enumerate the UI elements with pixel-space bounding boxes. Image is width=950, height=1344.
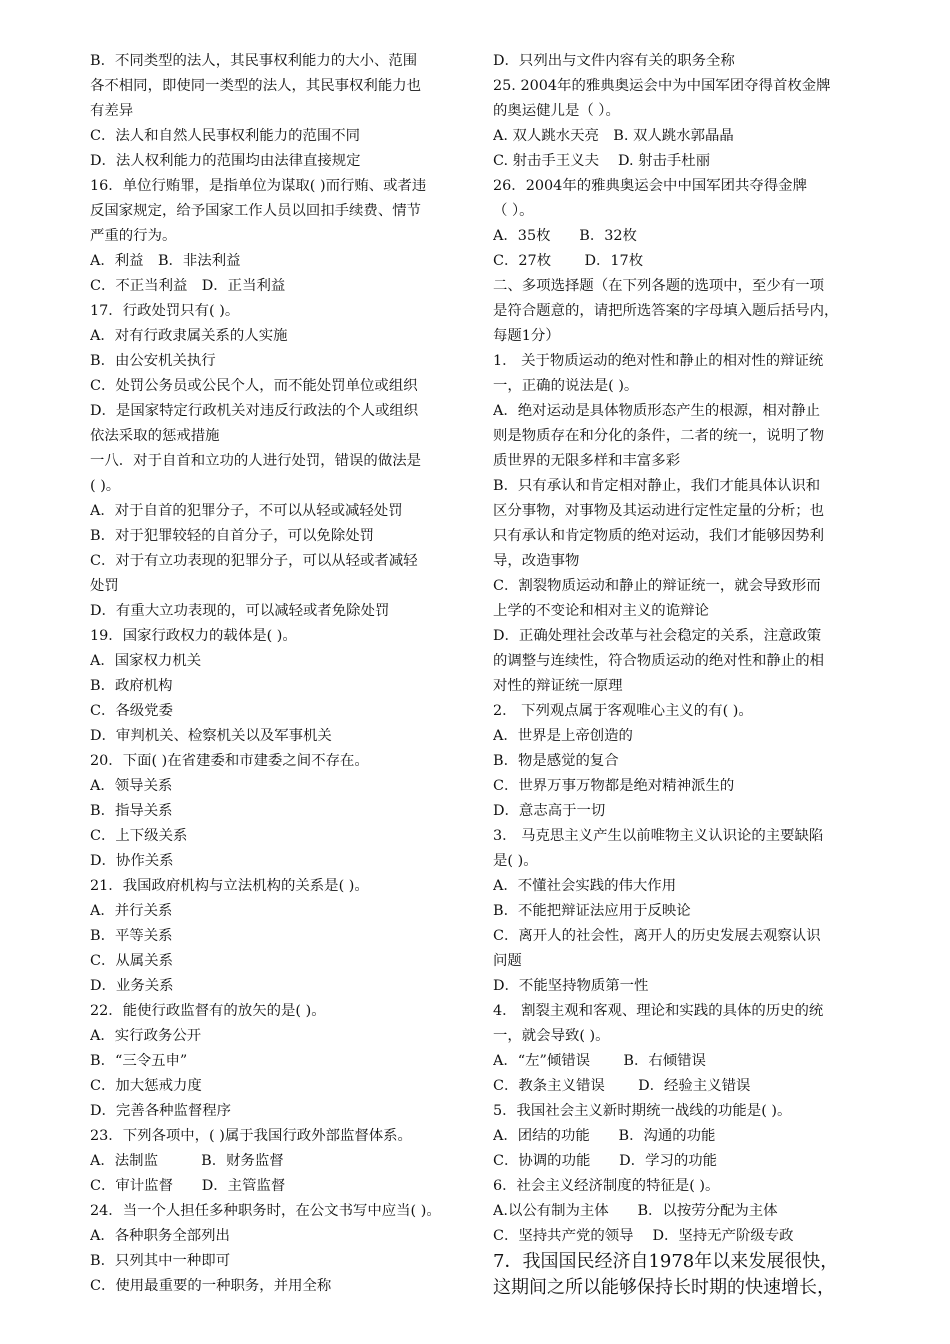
text-line: A．对于自首的犯罪分子，不可以从轻或减轻处罚 <box>90 503 403 519</box>
text-line: 对性的辩证统一原理 <box>493 678 623 694</box>
text-line: ( )。 <box>90 478 121 494</box>
text-line: C．使用最重要的一种职务，并用全称 <box>90 1278 332 1294</box>
text-line: B．政府机构 <box>90 678 173 694</box>
text-line: D．意志高于一切 <box>493 803 606 819</box>
text-line: 2． 下列观点属于客观唯心主义的有( )。 <box>493 703 753 719</box>
text-line: C．上下级关系 <box>90 828 188 844</box>
text-line: C. 射击手王义夫 D. 射击手杜丽 <box>493 153 711 169</box>
text-line: 一，正确的说法是( )。 <box>493 378 639 394</box>
text-line: D．法人权利能力的范围均由法律直接规定 <box>90 153 361 169</box>
text-line: 是符合题意的，请把所选答案的字母填入题后括号内， <box>493 303 839 319</box>
text-line: 23．下列各项中，( )属于我国行政外部监督体系。 <box>90 1128 412 1144</box>
text-line: 22．能使行政监督有的放矢的是( )。 <box>90 1003 326 1019</box>
text-line: C．离开人的社会性，离开人的历史发展去观察认识 <box>493 928 821 944</box>
text-line: 25. 2004年的雅典奥运会中为中国军团夺得首枚金牌 <box>493 78 831 94</box>
text-line: C．割裂物质运动和静止的辩证统一，就会导致形而 <box>493 578 821 594</box>
text-line: 则是物质存在和分化的条件，二者的统一，说明了物 <box>493 428 824 444</box>
text-line: 处罚 <box>90 578 119 594</box>
text-line: 3． 马克思主义产生以前唯物主义认识论的主要缺陷 <box>493 828 824 844</box>
text-line: B．不能把辩证法应用于反映论 <box>493 903 691 919</box>
text-line: 质世界的无限多样和丰富多彩 <box>493 453 681 469</box>
text-line: 一八．对于自首和立功的人进行处罚，错误的做法是 <box>90 453 421 469</box>
right-column <box>493 49 871 1301</box>
text-line: 二、多项选择题（在下列各题的选项中，至少有一项 <box>493 278 824 294</box>
text-line: C．不正当利益 D．正当利益 <box>90 278 286 294</box>
text-line: 一，就会导致( )。 <box>493 1028 610 1044</box>
text-line: B．不同类型的法人，其民事权利能力的大小、范围 <box>90 53 418 69</box>
text-line: D．协作关系 <box>90 853 174 869</box>
text-line: A．“左”倾错误 B．右倾错误 <box>493 1053 706 1069</box>
text-line: A．35枚 B．32枚 <box>493 228 637 244</box>
text-line: 这期间之所以能够保持长时期的快速增长， <box>493 1277 835 1298</box>
text-line: 17．行政处罚只有( )。 <box>90 303 240 319</box>
text-line: 16．单位行贿罪，是指单位为谋取( )而行贿、或者违 <box>90 178 427 194</box>
text-line: A. 双人跳水天亮 B. 双人跳水郭晶晶 <box>493 128 734 144</box>
text-line: A．领导关系 <box>90 778 173 794</box>
text-line: B．物是感觉的复合 <box>493 753 619 769</box>
text-line: B．只列其中一种即可 <box>90 1253 231 1269</box>
text-line: 26．2004年的雅典奥运会中中国军团共夺得金牌 <box>493 178 807 194</box>
text-line: B．由公安机关执行 <box>90 353 216 369</box>
text-line: C．加大惩戒力度 <box>90 1078 202 1094</box>
text-line: A．并行关系 <box>90 903 173 919</box>
text-line: D．正确处理社会改革与社会稳定的关系，注意政策 <box>493 628 822 644</box>
text-line: A．团结的功能 B．沟通的功能 <box>493 1128 716 1144</box>
text-line: D．是国家特定行政机关对违反行政法的个人或组织 <box>90 403 419 419</box>
text-line: B．只有承认和肯定相对静止，我们才能具体认识和 <box>493 478 821 494</box>
right-column-body <box>493 49 871 1249</box>
text-line: A．利益 B．非法利益 <box>90 253 241 269</box>
text-line: 问题 <box>493 953 522 969</box>
text-line: 20．下面( )在省建委和市建委之间不存在。 <box>90 753 369 769</box>
text-line: 7．我国国民经济自1978年以来发展很快， <box>493 1251 839 1272</box>
text-line: 的奥运健儿是（ ）。 <box>493 103 620 119</box>
text-line: 24．当一个人担任多种职务时，在公文书写中应当( )。 <box>90 1203 441 1219</box>
text-line: 的调整与连续性，符合物质运动的绝对性和静止的相 <box>493 653 824 669</box>
left-column <box>90 49 468 1299</box>
text-line: D．业务关系 <box>90 978 174 994</box>
text-line: 4． 割裂主观和客观、理论和实践的具体的历史的统 <box>493 1003 824 1019</box>
text-line: 是( )。 <box>493 853 538 869</box>
text-line: C．坚持共产党的领导 D．坚持无产阶级专政 <box>493 1228 794 1244</box>
text-line: 1． 关于物质运动的绝对性和静止的相对性的辩证统 <box>493 353 824 369</box>
text-line: 5．我国社会主义新时期统一战线的功能是( )。 <box>493 1103 792 1119</box>
text-line: D．不能坚持物质第一性 <box>493 978 649 994</box>
text-line: 上学的不变论和相对主义的诡辩论 <box>493 603 709 619</box>
text-line: C．从属关系 <box>90 953 173 969</box>
text-line: B．平等关系 <box>90 928 173 944</box>
text-line: C．世界万事万物都是绝对精神派生的 <box>493 778 735 794</box>
text-line: D．完善各种监督程序 <box>90 1103 232 1119</box>
text-line: B．指导关系 <box>90 803 173 819</box>
text-line: 反国家规定，给予国家工作人员以回扣手续费、情节 <box>90 203 421 219</box>
text-line: 区分事物，对事物及其运动进行定性定量的分析；也 <box>493 503 824 519</box>
text-line: A．不懂社会实践的伟大作用 <box>493 878 677 894</box>
text-line: A．绝对运动是具体物质形态产生的根源，相对静止 <box>493 403 820 419</box>
text-line: C．处罚公务员或公民个人，而不能处罚单位或组织 <box>90 378 418 394</box>
text-line: B．对于犯罪较轻的自首分子，可以免除处罚 <box>90 528 374 544</box>
text-line: 依法采取的惩戒措施 <box>90 428 220 444</box>
text-line: A．对有行政隶属关系的人实施 <box>90 328 288 344</box>
text-line: D．只列出与文件内容有关的职务全称 <box>493 53 735 69</box>
text-line: 只有承认和肯定物质的绝对运动，我们才能够因势利 <box>493 528 824 544</box>
text-line: 有差异 <box>90 103 134 119</box>
text-line: 各不相同，即使同一类型的法人，其民事权利能力也 <box>90 78 421 94</box>
right-column-tail <box>493 1249 871 1301</box>
text-line: A．各种职务全部列出 <box>90 1228 230 1244</box>
text-line: A．国家权力机关 <box>90 653 202 669</box>
text-line: A．世界是上帝创造的 <box>493 728 633 744</box>
text-line: B．“三令五申” <box>90 1053 188 1069</box>
text-line: C．法人和自然人民事权利能力的范围不同 <box>90 128 361 144</box>
text-line: C．27枚 D．17枚 <box>493 253 644 269</box>
text-line: 严重的行为。 <box>90 228 177 244</box>
text-line: 19．国家行政权力的载体是( )。 <box>90 628 297 644</box>
text-line: 导，改造事物 <box>493 553 580 569</box>
text-line: C．审计监督 D．主管监督 <box>90 1178 286 1194</box>
text-line: A．实行政务公开 <box>90 1028 202 1044</box>
text-line: 21．我国政府机构与立法机构的关系是( )。 <box>90 878 369 894</box>
text-line: A．法制监 B．财务监督 <box>90 1153 284 1169</box>
text-line: C．对于有立功表现的犯罪分子，可以从轻或者减轻 <box>90 553 418 569</box>
text-line: C．协调的功能 D．学习的功能 <box>493 1153 718 1169</box>
text-line: 每题1分） <box>493 328 560 344</box>
text-line: 6．社会主义经济制度的特征是( )。 <box>493 1178 720 1194</box>
text-line: D．有重大立功表现的，可以减轻或者免除处罚 <box>90 603 390 619</box>
text-line: C．各级党委 <box>90 703 173 719</box>
text-line: A.以公有制为主体 B．以按劳分配为主体 <box>493 1203 778 1219</box>
text-line: D．审判机关、检察机关以及军事机关 <box>90 728 332 744</box>
text-line: （ ）。 <box>493 203 534 219</box>
text-line: C．教条主义错误 D．经验主义错误 <box>493 1078 751 1094</box>
